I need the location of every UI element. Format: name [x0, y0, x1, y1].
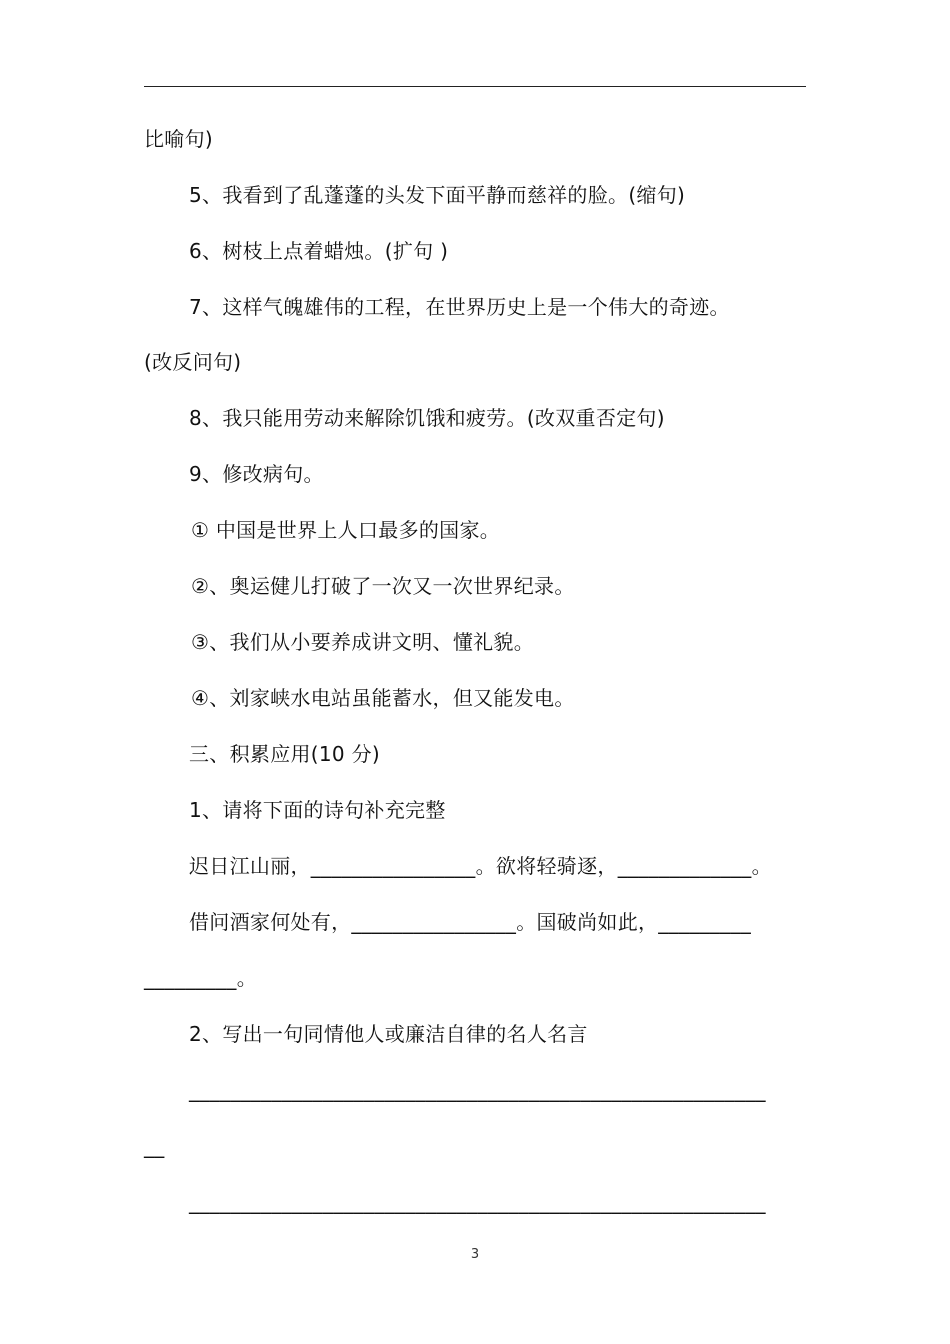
poem-line-1: 迟日江山丽，________________。欲将轻骑逐，_____________。 [189, 854, 772, 878]
question-9: 9、修改病句。 [189, 462, 324, 486]
sentence-item-3: ③、我们从小要养成讲文明、懂礼貌。 [191, 630, 535, 654]
text-line-1: 比喻句) [144, 127, 214, 151]
question-7: 7、这样气魄雄伟的工程，在世界历史上是一个伟大的奇迹。 [189, 295, 730, 319]
question-5: 5、我看到了乱蓬蓬的头发下面平静而慈祥的脸。(缩句) [189, 183, 686, 207]
answer-blank-1: ________________________________________________________ [189, 1078, 766, 1102]
poem-line-2: 借问酒家何处有，________________。国破尚如此，_________ [189, 910, 751, 934]
quote-question: 2、写出一句同情他人或廉洁自律的名人名言 [189, 1022, 588, 1046]
section-heading: 三、积累应用(10 分) [189, 742, 381, 766]
sentence-item-2: ②、奥运健儿打破了一次又一次世界纪录。 [191, 574, 575, 598]
sentence-item-1: ① 中国是世界上人口最多的国家。 [191, 518, 501, 542]
poem-question: 1、请将下面的诗句补充完整 [189, 798, 446, 822]
page-number: 3 [470, 1247, 480, 1262]
question-6: 6、树枝上点着蜡烛。(扩句 ) [189, 239, 449, 263]
question-8: 8、我只能用劳动来解除饥饿和疲劳。(改双重否定句) [189, 406, 665, 430]
answer-blank-2: ________________________________________________________ [189, 1190, 766, 1214]
sentence-item-4: ④、刘家峡水电站虽能蓄水，但又能发电。 [191, 686, 575, 710]
question-7-continued: (改反问句) [144, 350, 242, 374]
top-divider [144, 86, 806, 87]
poem-line-2-continued: _________。 [144, 966, 257, 990]
answer-blank-1-continued: __ [144, 1134, 165, 1158]
